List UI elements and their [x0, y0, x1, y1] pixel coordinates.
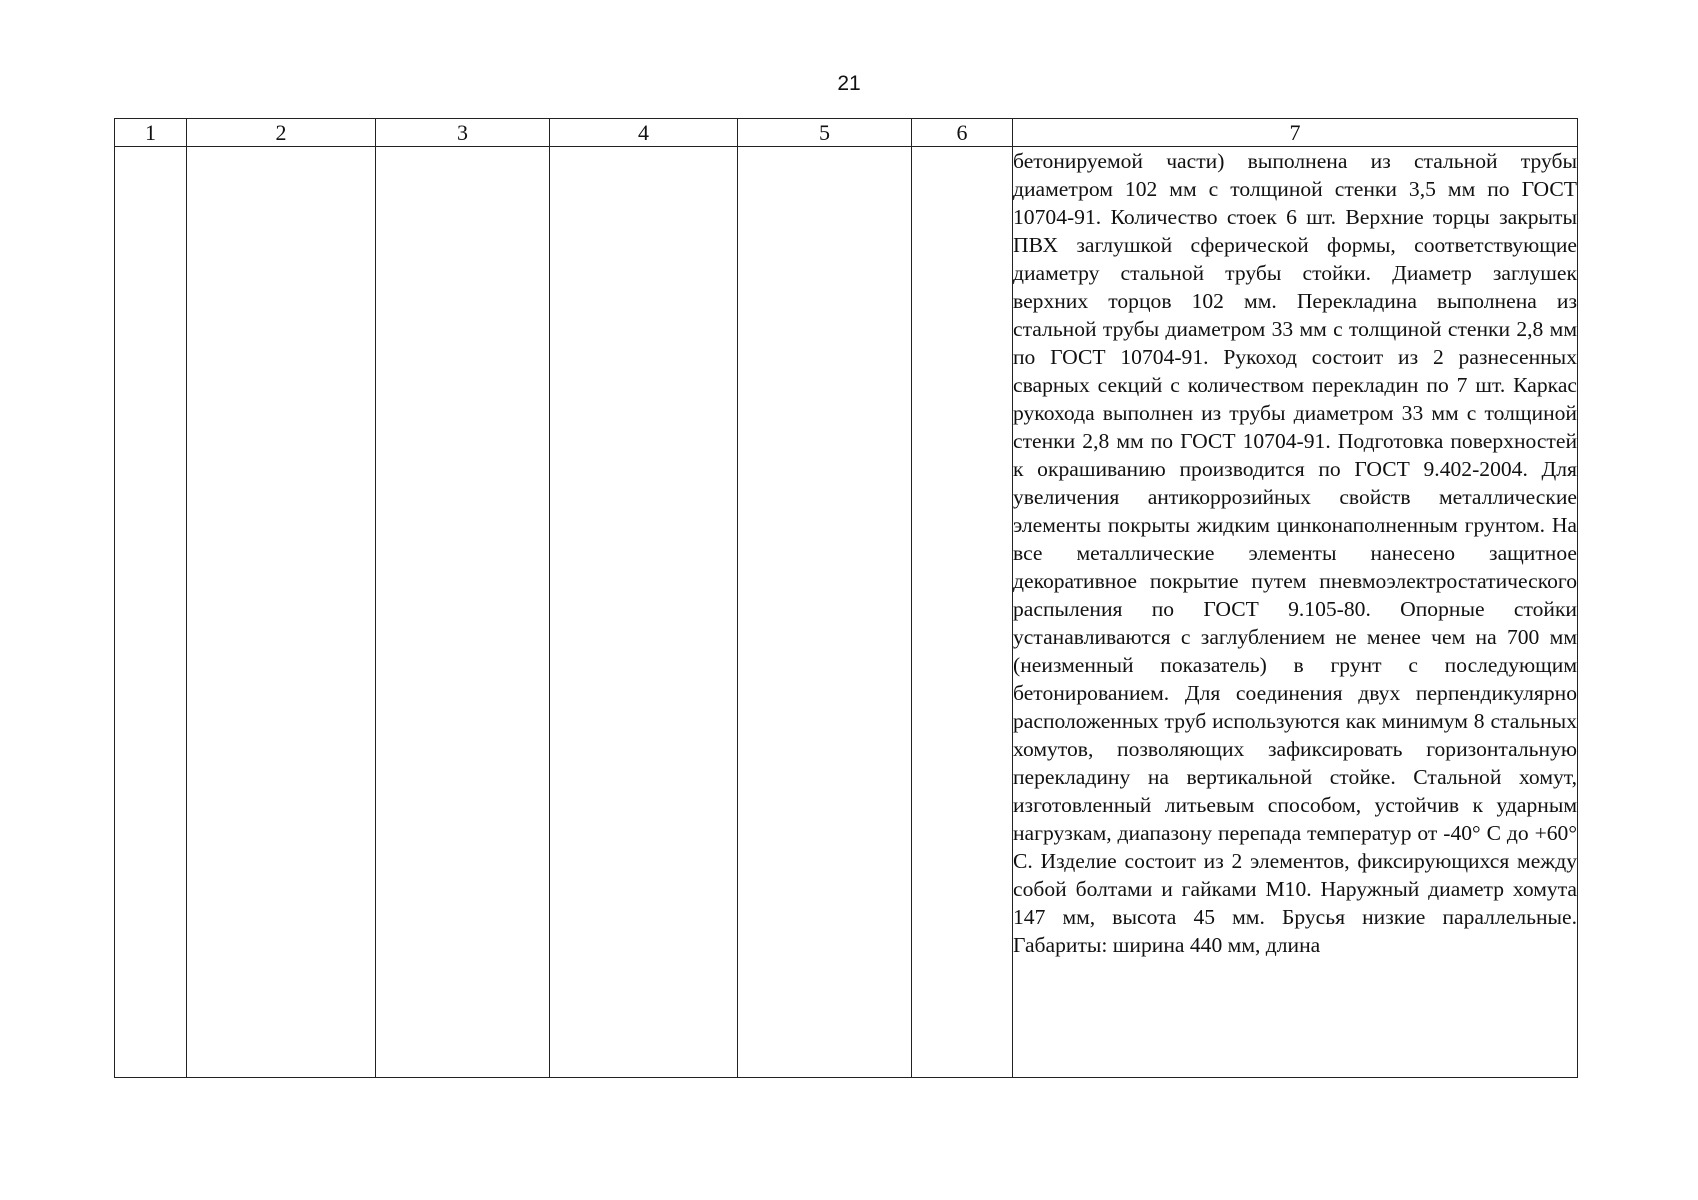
column-header-3: 3 [376, 119, 550, 147]
column-header-7: 7 [1013, 119, 1578, 147]
description-text: бетонируемой части) выполнена из стальной трубы диаметром 102 мм с толщиной стенки 3,5 мм по ГОСТ 10704-91. Количество стоек 6 шт. Верхние торцы закрыты ПВХ заглушкой сферической формы, соответствующие диаметру стальной трубы стойки. Диаметр заглушек верхних торцов 102 мм. Перекладина выполнена из стальной трубы диаметром 33 мм с толщиной стенки 2,8 мм по ГОСТ 10704-91. Рукоход состоит из 2 разнесенных сварных секций с количеством перекладин по 7 шт. Каркас рукохода выполнен из трубы диаметром 33 мм с толщиной стенки 2,8 мм по ГОСТ 10704-91. Подготовка поверхностей к окрашиванию производится по ГОСТ 9.402-2004. Для увеличения антикоррозийных свойств металлические элементы покрыты жидким цинконаполненным грунтом. На все металлические элементы нанесено защитное декоративное покрытие путем пневмоэлектростатического распыления по ГОСТ 9.105-80. Опорные стойки устанавливаются с заглублением не менее чем на 700 мм (неизменный показатель) в грунт с последующим бетонированием. Для соединения двух перпендикулярно расположенных труб используются как минимум 8 стальных хомутов, позволяющих зафиксировать горизонтальную перекладину на вертикальной стойке. Стальной хомут, изготовленный литьевым способом, устойчив к ударным нагрузкам, диапазону перепада температур от -40° С до +60° С. Изделие состоит из 2 элементов, фиксирующихся между собой болтами и гайками М10. Наружный диаметр хомута 147 мм, высота 45 мм. Брусья низкие параллельные. Габариты: ширина 440 мм, длина [1013, 149, 1577, 957]
specification-table [114, 118, 1578, 1078]
column-header-1: 1 [115, 119, 187, 147]
table-cell-4 [550, 147, 738, 1078]
table-cell-2 [187, 147, 376, 1078]
table-cell-5 [738, 147, 912, 1078]
table-row [115, 147, 1578, 1078]
page-number: 21 [837, 72, 861, 95]
table-cell-description [1013, 147, 1578, 1078]
table-header-row [115, 119, 1578, 147]
table-cell-1 [115, 147, 187, 1078]
table-cell-3 [376, 147, 550, 1078]
column-header-6: 6 [912, 119, 1013, 147]
column-header-5: 5 [738, 119, 912, 147]
table-cell-6 [912, 147, 1013, 1078]
column-header-2: 2 [187, 119, 376, 147]
column-header-4: 4 [550, 119, 738, 147]
